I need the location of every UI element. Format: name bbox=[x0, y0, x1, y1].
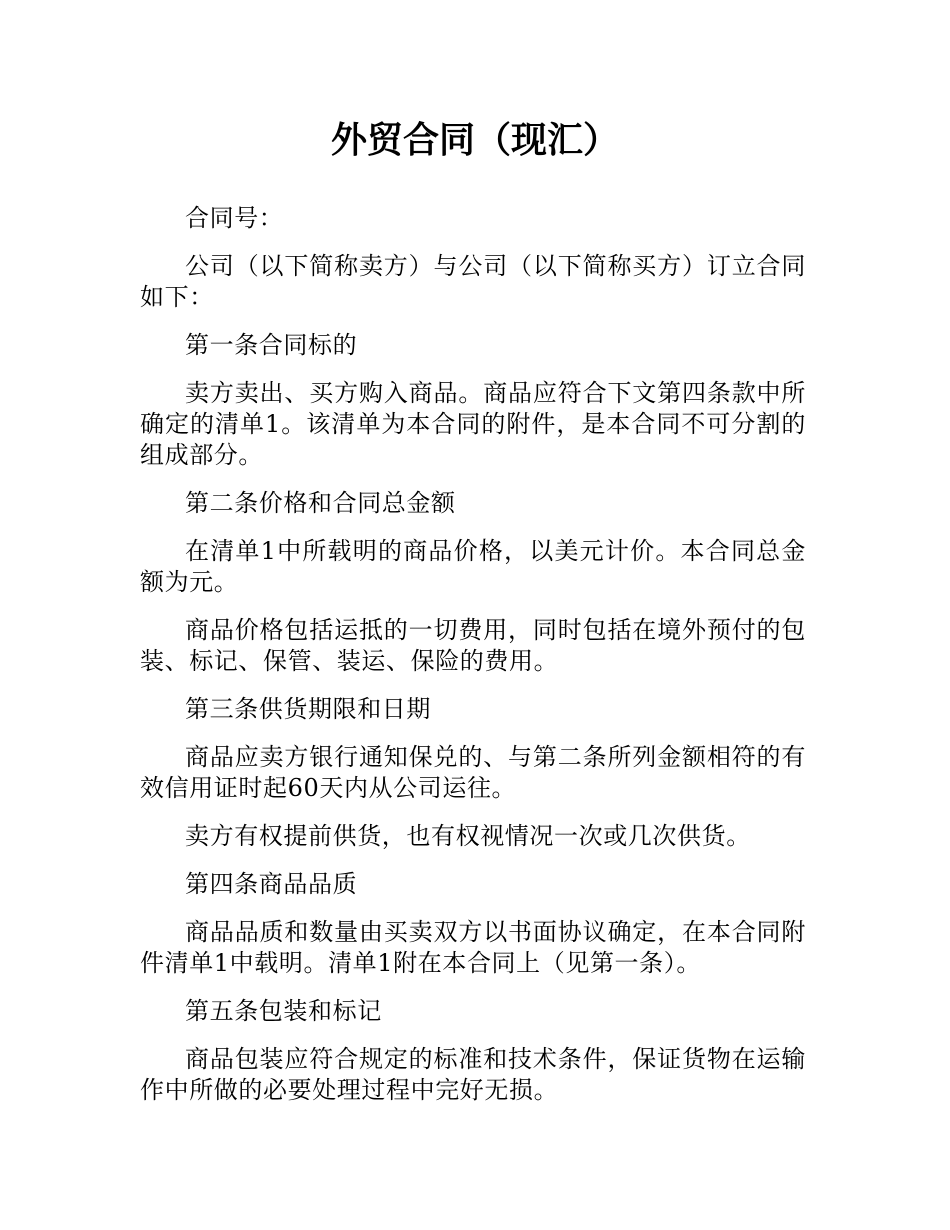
document-body bbox=[140, 203, 806, 1123]
article-5-heading: 第五条包装和标记 bbox=[185, 997, 382, 1025]
article-2-heading: 第二条价格和合同总金额 bbox=[185, 489, 456, 517]
document-title: 外贸合同（现汇） bbox=[330, 120, 619, 161]
contract-parties-paragraph: 公司（以下简称卖方）与公司（以下简称买方）订立合同如下： bbox=[140, 252, 806, 311]
article-4-paragraph: 商品品质和数量由买卖双方以书面协议确定，在本合同附件清单1中载明。清单1附在本合同上（见第一条）。 bbox=[140, 918, 806, 977]
article-2-paragraph-1: 在清单1中所载明的商品价格，以美元计价。本合同总金额为元。 bbox=[140, 537, 806, 596]
article-3-paragraph-2: 卖方有权提前供货，也有权视情况一次或几次供货。 bbox=[185, 822, 751, 850]
article-2-paragraph-2: 商品价格包括运抵的一切费用，同时包括在境外预付的包装、标记、保管、装运、保险的费用。 bbox=[140, 616, 806, 675]
article-4-heading: 第四条商品品质 bbox=[185, 870, 358, 898]
article-3-paragraph-1: 商品应卖方银行通知保兑的、与第二条所列金额相符的有效信用证时起60天内从公司运往。 bbox=[140, 743, 806, 802]
contract-number-line: 合同号： bbox=[185, 204, 284, 232]
article-1-heading: 第一条合同标的 bbox=[185, 331, 358, 359]
article-5-paragraph: 商品包装应符合规定的标准和技术条件，保证货物在运输作中所做的必要处理过程中完好无损。 bbox=[140, 1045, 806, 1104]
article-1-paragraph: 卖方卖出、买方购入商品。商品应符合下文第四条款中所确定的清单1。该清单为本合同的附件，是本合同不可分割的组成部分。 bbox=[140, 379, 806, 469]
article-3-heading: 第三条供货期限和日期 bbox=[185, 695, 431, 723]
